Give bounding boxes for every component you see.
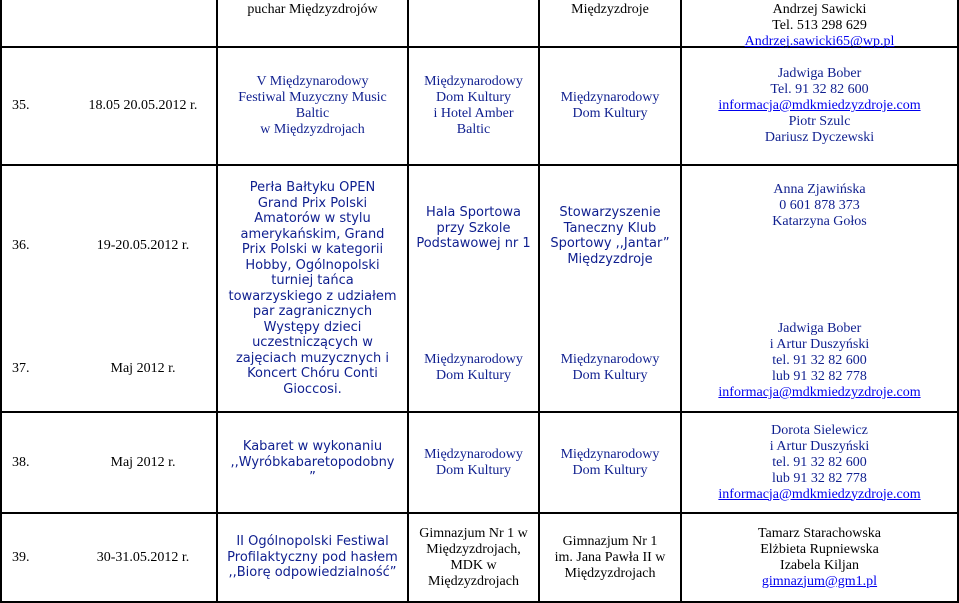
organizer-line: Gimnazjum Nr 1 <box>562 533 658 549</box>
row-number <box>2 166 62 326</box>
contact-email-link[interactable]: Andrzej.sawicki65@wp.pl <box>744 34 895 49</box>
row-number-text: 39. <box>12 549 30 565</box>
event-line: Festiwal Muzyczny Music <box>238 90 387 105</box>
event-line: Baltic <box>295 106 330 121</box>
venue-line: Międzyzdrojach <box>428 573 519 589</box>
contact-line: Piotr Szulc <box>788 114 851 129</box>
venue-line: Dom Kultury <box>435 90 512 105</box>
event-name <box>218 48 407 164</box>
organizer-line: Sportowy ,,Jantar” <box>550 236 670 251</box>
organizer-line: Międzynarodowy <box>560 90 660 105</box>
row-date <box>70 413 216 512</box>
venue <box>409 514 538 601</box>
organizer-line: Międzynarodowy <box>560 352 660 367</box>
row-date <box>70 166 216 326</box>
event-line: towarzyskiego z udziałem <box>228 288 397 304</box>
venue-line: Baltic <box>456 122 491 137</box>
row-date <box>70 514 216 601</box>
event-line: Gioccosi. <box>283 381 342 397</box>
contact <box>682 48 957 164</box>
event-line: Profilaktyczny pod hasłem <box>227 549 398 565</box>
row-number-text: 36. <box>12 238 30 253</box>
contact <box>682 318 957 404</box>
event-line: Amatorów w stylu <box>254 211 371 226</box>
organizer <box>540 348 680 388</box>
event-line: ,,Wyróbkabaretopodobny <box>230 454 395 470</box>
venue-line: Międzynarodowy <box>424 74 523 89</box>
organizer <box>540 514 680 601</box>
contact-line: Katarzyna Gołos <box>772 214 867 229</box>
organizer-line: Dom Kultury <box>572 368 648 383</box>
header-contact <box>682 0 957 49</box>
organizer-line: im. Jana Pawła II w <box>554 549 666 565</box>
event-line: Hobby, Ogólnopolski <box>245 257 380 273</box>
header-venue-text: Międzyzdroje <box>571 2 649 17</box>
organizer-line: Międzyzdrojach <box>564 565 656 581</box>
venue-line: MDK w <box>450 557 497 573</box>
venue <box>409 205 538 275</box>
contact-line: Jadwiga Bober <box>777 321 862 336</box>
row-date <box>70 326 216 411</box>
venue <box>409 348 538 388</box>
header-event <box>218 0 407 46</box>
contact-line: i Artur Duszyński <box>769 337 870 352</box>
event-line: Koncert Chóru Conti <box>247 366 378 381</box>
contact <box>682 514 957 601</box>
event-line: ” <box>309 470 316 486</box>
event-line: Perła Bałtyku OPEN <box>249 180 376 195</box>
venue-line: przy Szkole <box>436 220 511 236</box>
event-line: II Ogólnopolski Festiwal <box>236 534 389 550</box>
event-line: Prix Polski w kategorii <box>241 242 384 257</box>
contact-line: Jadwiga Bober <box>777 66 862 81</box>
event-line: ,,Biorę odpowiedzialność” <box>228 565 397 581</box>
venue-line: Międzynarodowy <box>424 446 523 462</box>
contact-line: tel. 91 32 82 600 <box>772 454 867 470</box>
event-name <box>218 514 407 601</box>
row-date-text: Maj 2012 r. <box>110 454 176 470</box>
contact-line: tel. 91 32 82 600 <box>772 353 867 368</box>
organizer-line: Stowarzyszenie <box>559 205 661 220</box>
event-line: par zagranicznych <box>252 304 373 319</box>
organizer-line: Międzyzdroje <box>567 251 653 267</box>
venue <box>409 48 538 164</box>
contact-email-link[interactable]: informacja@mdkmiedzyzdroje.com <box>718 385 921 400</box>
organizer-line: Międzynarodowy <box>560 446 660 462</box>
event-line: Kabaret w wykonaniu <box>242 439 383 455</box>
venue-line: Międzyzdrojach, <box>426 541 521 557</box>
event-name <box>218 413 407 512</box>
event-line: w Międzyzdrojach <box>260 122 365 137</box>
contact-line: Tel. 91 32 82 600 <box>770 82 869 97</box>
event-line: zajęciach muzycznych i <box>235 350 390 366</box>
venue-line: i Hotel Amber <box>433 106 514 121</box>
event-line: amerykańskim, Grand <box>240 226 385 242</box>
venue-line: Dom Kultury <box>435 462 512 478</box>
organizer-line: Taneczny Klub <box>563 220 657 236</box>
row-number-text: 38. <box>12 454 30 470</box>
venue-line: Gimnazjum Nr 1 w <box>419 525 528 541</box>
contact-name: Andrzej Sawicki <box>772 2 867 17</box>
header-event-text: puchar Międzyzdrojów <box>247 2 378 17</box>
organizer <box>540 413 680 512</box>
contact-line: 0 601 878 373 <box>779 198 860 213</box>
header-venue <box>540 0 680 46</box>
row-number-text: 37. <box>12 360 30 376</box>
row-number <box>2 413 62 512</box>
contact-email-link[interactable]: informacja@mdkmiedzyzdroje.com <box>718 98 921 113</box>
row-date <box>70 48 216 164</box>
venue <box>409 413 538 512</box>
contact-phone: Tel. 513 298 629 <box>772 18 867 33</box>
contact-email-link[interactable]: informacja@mdkmiedzyzdroje.com <box>718 486 921 502</box>
row-number <box>2 48 62 164</box>
contact-line: lub 91 32 82 778 <box>772 369 867 384</box>
row-number <box>2 326 62 411</box>
contact-line: Dariusz Dyczewski <box>764 130 875 145</box>
event-line: V Międzynarodowy <box>256 74 369 89</box>
contact-line: Tamarz Starachowska <box>757 525 882 541</box>
venue-line: Dom Kultury <box>435 368 512 383</box>
row-date-text: 30-31.05.2012 r. <box>96 549 190 565</box>
venue-line: Hala Sportowa <box>426 205 521 220</box>
contact <box>682 413 957 512</box>
contact-line: lub 91 32 82 778 <box>772 470 867 486</box>
contact-line: Dorota Sielewicz <box>771 422 868 438</box>
contact <box>682 182 957 242</box>
organizer-line: Dom Kultury <box>572 462 648 478</box>
contact-email-link[interactable]: gimnazjum@gm1.pl <box>761 573 878 589</box>
row-number <box>2 514 62 601</box>
venue-line: Podstawowej nr 1 <box>416 236 531 251</box>
organizer <box>540 48 680 164</box>
row-number-text: 35. <box>12 98 30 113</box>
organizer <box>540 205 680 285</box>
event-line: Grand Prix Polski <box>257 195 368 211</box>
row-date-text: 18.05 20.05.2012 r. <box>88 98 198 113</box>
event-name-merged <box>218 166 407 411</box>
event-line: Występy dzieci <box>263 319 362 335</box>
event-line: turniej tańca <box>271 273 354 288</box>
contact-line: Elżbieta Rupniewska <box>760 541 879 557</box>
row-date-text: Maj 2012 r. <box>110 360 176 376</box>
venue-line: Międzynarodowy <box>424 352 523 367</box>
contact-line: i Artur Duszyński <box>769 438 870 454</box>
event-line: uczestniczących w <box>252 335 373 350</box>
contact-line: Izabela Kiljan <box>780 557 859 573</box>
organizer-line: Dom Kultury <box>572 106 648 121</box>
contact-line: Anna Zjawińska <box>773 182 866 197</box>
row-date-text: 19-20.05.2012 r. <box>96 238 190 253</box>
